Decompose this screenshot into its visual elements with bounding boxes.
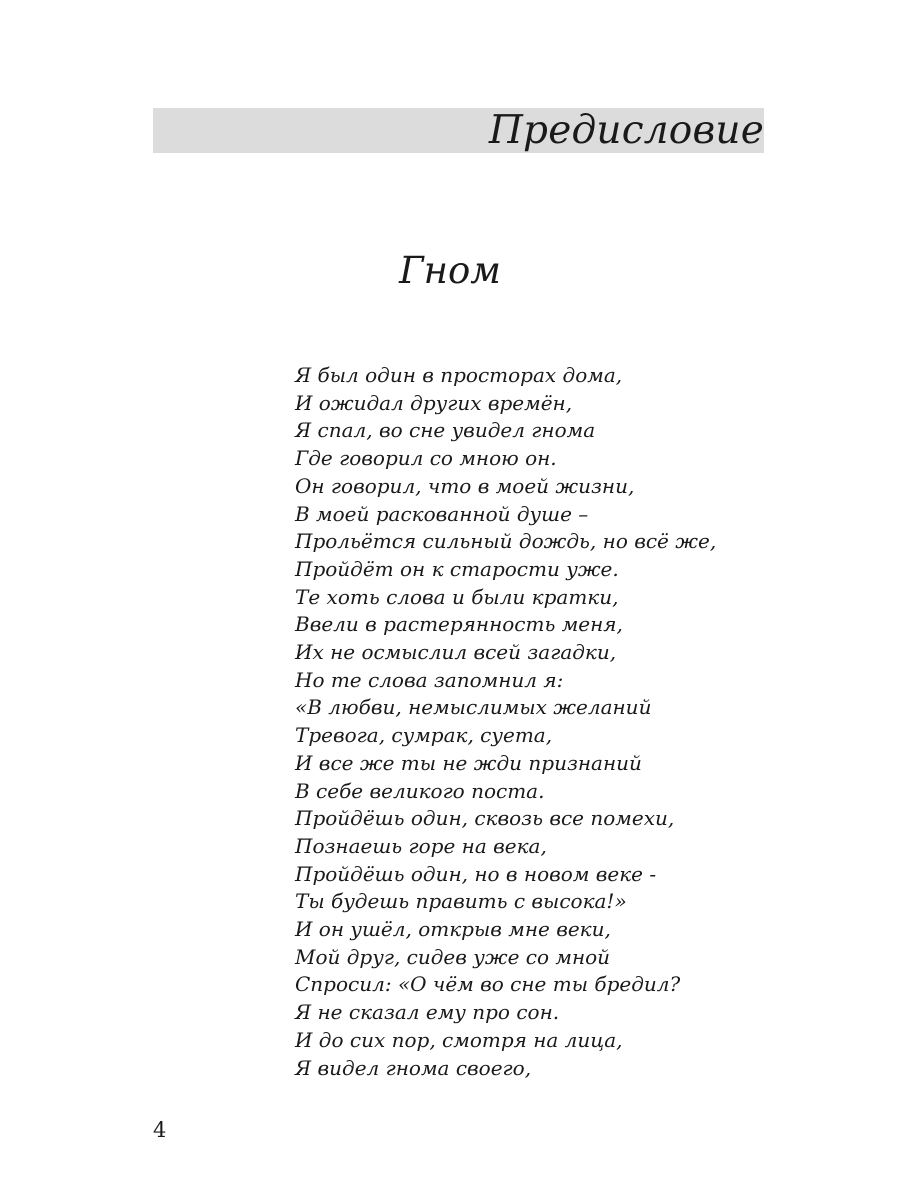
poem-line: Я видел гнома своего, (295, 1055, 532, 1080)
poem-body (295, 362, 716, 1082)
poem-line: Пройдёшь один, но в новом веке - (295, 861, 657, 886)
poem-line: Я был один в просторах дома, (295, 363, 623, 387)
poem-line: И он ушёл, открыв мне веки, (295, 917, 611, 942)
poem-line: Мой друг, сидев уже со мной (295, 944, 611, 969)
poem-line: Тревога, сумрак, суета, (295, 723, 553, 748)
poem-line: Прольётся сильный дождь, но всё же, (295, 529, 717, 554)
poem-line: Где говорил со мною он. (295, 446, 557, 471)
poem-title: Гном (399, 249, 501, 292)
poem-line: Те хоть слова и были кратки, (295, 584, 619, 609)
poem-line: Пройдёшь один, сквозь все помехи, (295, 806, 675, 831)
poem-line: Я спал, во сне увидел гнома (295, 418, 596, 443)
poem-line: И до сих пор, смотря на лица, (295, 1027, 623, 1052)
poem-line: Ты будешь править с высока!» (295, 889, 627, 914)
page-number: 4 (153, 1118, 167, 1142)
poem-line: Их не осмыслил всей загадки, (295, 640, 617, 665)
poem-line: «В любви, немыслимых желаний (295, 695, 652, 720)
poem-line: И все же ты не жди признаний (295, 750, 642, 775)
poem-line: Спросил: «О чём во сне ты бредил? (295, 972, 681, 997)
poem-line: Ввели в растерянность меня, (295, 612, 623, 637)
poem-line: Пройдёт он к старости уже. (295, 556, 619, 581)
poem-line: Познаешь горе на века, (295, 833, 547, 858)
poem-line: Но те слова запомнил я: (295, 667, 564, 692)
section-header-band (153, 108, 764, 153)
poem-line: И ожидал других времён, (295, 390, 573, 415)
poem-line: Я не сказал ему про сон. (295, 1000, 560, 1025)
poem-line: Он говорил, что в моей жизни, (295, 473, 635, 498)
poem-line: В моей раскованной душе – (295, 501, 589, 526)
section-title: Предисловие (488, 108, 764, 153)
poem-line: В себе великого поста. (295, 778, 545, 803)
